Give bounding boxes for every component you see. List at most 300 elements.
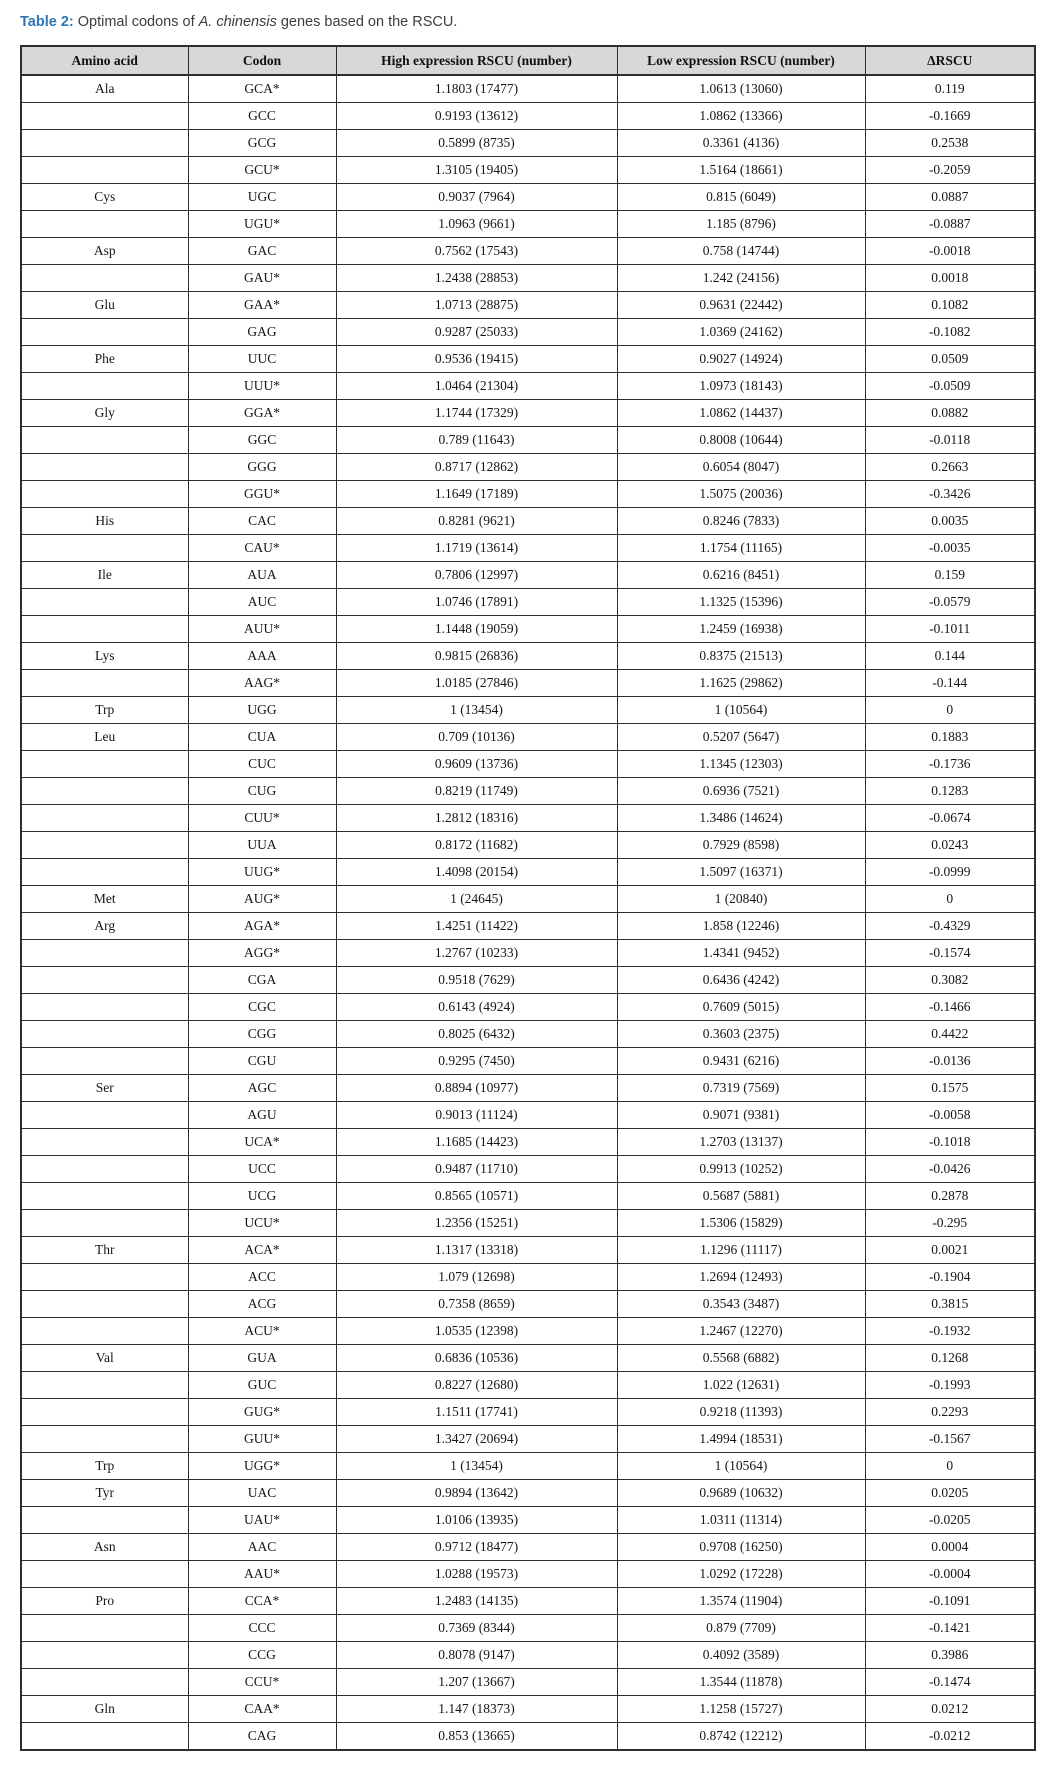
cell-codon: UAU* — [188, 1507, 336, 1534]
cell-low-rscu: 1.3486 (14624) — [617, 805, 865, 832]
cell-low-rscu: 1.4341 (9452) — [617, 940, 865, 967]
cell-delta-rscu: -0.0035 — [865, 535, 1035, 562]
table-row — [21, 508, 1035, 535]
cell-low-rscu: 1.0292 (17228) — [617, 1561, 865, 1588]
cell-amino-acid — [21, 481, 188, 508]
cell-delta-rscu: -0.0887 — [865, 211, 1035, 238]
cell-low-rscu: 1.0973 (18143) — [617, 373, 865, 400]
cell-high-rscu: 0.8078 (9147) — [336, 1642, 617, 1669]
cell-delta-rscu: 0.2878 — [865, 1183, 1035, 1210]
table-row — [21, 319, 1035, 346]
table-caption — [20, 13, 1034, 32]
cell-amino-acid — [21, 130, 188, 157]
cell-delta-rscu: -0.1993 — [865, 1372, 1035, 1399]
table-row — [21, 805, 1035, 832]
table-row — [21, 427, 1035, 454]
table-row — [21, 130, 1035, 157]
cell-amino-acid — [21, 373, 188, 400]
cell-amino-acid — [21, 967, 188, 994]
cell-low-rscu: 0.9631 (22442) — [617, 292, 865, 319]
table-row — [21, 616, 1035, 643]
cell-low-rscu: 0.9708 (16250) — [617, 1534, 865, 1561]
cell-amino-acid — [21, 1642, 188, 1669]
table-row — [21, 1669, 1035, 1696]
cell-delta-rscu: 0.0004 — [865, 1534, 1035, 1561]
cell-delta-rscu: 0.4422 — [865, 1021, 1035, 1048]
cell-low-rscu: 0.815 (6049) — [617, 184, 865, 211]
cell-high-rscu: 0.8025 (6432) — [336, 1021, 617, 1048]
cell-amino-acid — [21, 454, 188, 481]
cell-codon: CUC — [188, 751, 336, 778]
cell-codon: UGG* — [188, 1453, 336, 1480]
cell-high-rscu: 1.1744 (17329) — [336, 400, 617, 427]
table-row — [21, 1723, 1035, 1751]
table-row — [21, 1291, 1035, 1318]
column-header-high-rscu: High expression RSCU (number) — [336, 46, 617, 75]
cell-high-rscu: 1.1317 (13318) — [336, 1237, 617, 1264]
cell-low-rscu: 1.185 (8796) — [617, 211, 865, 238]
table-row — [21, 1615, 1035, 1642]
cell-low-rscu: 0.8375 (21513) — [617, 643, 865, 670]
table-row — [21, 1399, 1035, 1426]
cell-low-rscu: 1 (20840) — [617, 886, 865, 913]
table-row — [21, 184, 1035, 211]
cell-delta-rscu: -0.1567 — [865, 1426, 1035, 1453]
cell-low-rscu: 1.3574 (11904) — [617, 1588, 865, 1615]
cell-delta-rscu: 0.0205 — [865, 1480, 1035, 1507]
cell-high-rscu: 1.0185 (27846) — [336, 670, 617, 697]
cell-low-rscu: 0.9027 (14924) — [617, 346, 865, 373]
cell-low-rscu: 1.858 (12246) — [617, 913, 865, 940]
cell-high-rscu: 0.7358 (8659) — [336, 1291, 617, 1318]
table-row — [21, 1210, 1035, 1237]
cell-high-rscu: 0.9013 (11124) — [336, 1102, 617, 1129]
cell-low-rscu: 1.0613 (13060) — [617, 75, 865, 103]
cell-low-rscu: 0.6436 (4242) — [617, 967, 865, 994]
cell-amino-acid — [21, 1399, 188, 1426]
cell-codon: CUU* — [188, 805, 336, 832]
cell-amino-acid: Thr — [21, 1237, 188, 1264]
cell-high-rscu: 0.7806 (12997) — [336, 562, 617, 589]
cell-low-rscu: 0.879 (7709) — [617, 1615, 865, 1642]
cell-amino-acid: Ala — [21, 75, 188, 103]
cell-amino-acid — [21, 859, 188, 886]
cell-codon: UAC — [188, 1480, 336, 1507]
table-row — [21, 1237, 1035, 1264]
cell-high-rscu: 0.9518 (7629) — [336, 967, 617, 994]
cell-codon: CGC — [188, 994, 336, 1021]
cell-codon: UCG — [188, 1183, 336, 1210]
rscu-codon-table — [20, 45, 1036, 1751]
table-row — [21, 778, 1035, 805]
cell-delta-rscu: 0.2293 — [865, 1399, 1035, 1426]
cell-amino-acid — [21, 616, 188, 643]
cell-low-rscu: 0.7319 (7569) — [617, 1075, 865, 1102]
column-header-codon: Codon — [188, 46, 336, 75]
cell-amino-acid — [21, 1291, 188, 1318]
table-row — [21, 1480, 1035, 1507]
table-row — [21, 1048, 1035, 1075]
cell-delta-rscu: -0.3426 — [865, 481, 1035, 508]
cell-delta-rscu: -0.1669 — [865, 103, 1035, 130]
cell-codon: AAC — [188, 1534, 336, 1561]
cell-low-rscu: 0.6216 (8451) — [617, 562, 865, 589]
cell-amino-acid — [21, 1021, 188, 1048]
table-row — [21, 1264, 1035, 1291]
table-row — [21, 562, 1035, 589]
cell-low-rscu: 0.9431 (6216) — [617, 1048, 865, 1075]
cell-high-rscu: 1.0963 (9661) — [336, 211, 617, 238]
table-row — [21, 913, 1035, 940]
cell-codon: UUC — [188, 346, 336, 373]
cell-high-rscu: 0.9536 (19415) — [336, 346, 617, 373]
cell-codon: UGU* — [188, 211, 336, 238]
cell-delta-rscu: 0.1268 — [865, 1345, 1035, 1372]
cell-low-rscu: 1.1325 (15396) — [617, 589, 865, 616]
table-row — [21, 238, 1035, 265]
cell-delta-rscu: -0.0999 — [865, 859, 1035, 886]
cell-codon: GAG — [188, 319, 336, 346]
cell-delta-rscu: 0.0018 — [865, 265, 1035, 292]
cell-codon: UCA* — [188, 1129, 336, 1156]
cell-delta-rscu: -0.0004 — [865, 1561, 1035, 1588]
table-row — [21, 967, 1035, 994]
cell-low-rscu: 0.9913 (10252) — [617, 1156, 865, 1183]
cell-codon: CUA — [188, 724, 336, 751]
cell-delta-rscu: 0.1082 — [865, 292, 1035, 319]
cell-high-rscu: 0.6143 (4924) — [336, 994, 617, 1021]
cell-high-rscu: 0.709 (10136) — [336, 724, 617, 751]
column-header-delta-rscu: ΔRSCU — [865, 46, 1035, 75]
table-row — [21, 211, 1035, 238]
cell-codon: GUG* — [188, 1399, 336, 1426]
table-row — [21, 751, 1035, 778]
cell-codon: GUU* — [188, 1426, 336, 1453]
column-header-low-rscu: Low expression RSCU (number) — [617, 46, 865, 75]
cell-codon: AGG* — [188, 940, 336, 967]
cell-amino-acid: Trp — [21, 697, 188, 724]
cell-high-rscu: 0.9487 (11710) — [336, 1156, 617, 1183]
cell-delta-rscu: -0.0118 — [865, 427, 1035, 454]
cell-high-rscu: 0.5899 (8735) — [336, 130, 617, 157]
table-row — [21, 1507, 1035, 1534]
table-row — [21, 1642, 1035, 1669]
cell-high-rscu: 1.147 (18373) — [336, 1696, 617, 1723]
cell-delta-rscu: 0.2663 — [865, 454, 1035, 481]
cell-high-rscu: 0.6836 (10536) — [336, 1345, 617, 1372]
cell-delta-rscu: 0.0509 — [865, 346, 1035, 373]
cell-codon: UGG — [188, 697, 336, 724]
cell-amino-acid: His — [21, 508, 188, 535]
cell-low-rscu: 1.2694 (12493) — [617, 1264, 865, 1291]
table-row — [21, 1561, 1035, 1588]
cell-low-rscu: 0.5687 (5881) — [617, 1183, 865, 1210]
cell-amino-acid — [21, 1156, 188, 1183]
cell-codon: AUC — [188, 589, 336, 616]
table-row — [21, 886, 1035, 913]
cell-high-rscu: 1.2767 (10233) — [336, 940, 617, 967]
cell-delta-rscu: -0.1011 — [865, 616, 1035, 643]
cell-high-rscu: 0.8565 (10571) — [336, 1183, 617, 1210]
cell-delta-rscu: 0.1883 — [865, 724, 1035, 751]
cell-amino-acid — [21, 751, 188, 778]
cell-codon: CAG — [188, 1723, 336, 1751]
cell-low-rscu: 1.5075 (20036) — [617, 481, 865, 508]
cell-low-rscu: 0.8008 (10644) — [617, 427, 865, 454]
cell-codon: GGG — [188, 454, 336, 481]
cell-delta-rscu: -0.1091 — [865, 1588, 1035, 1615]
column-header-amino-acid: Amino acid — [21, 46, 188, 75]
table-caption-label: Table 2: — [20, 14, 74, 30]
cell-delta-rscu: -0.1574 — [865, 940, 1035, 967]
table-row — [21, 1318, 1035, 1345]
cell-low-rscu: 0.7929 (8598) — [617, 832, 865, 859]
cell-delta-rscu: -0.0509 — [865, 373, 1035, 400]
cell-amino-acid — [21, 1507, 188, 1534]
cell-amino-acid: Gly — [21, 400, 188, 427]
cell-high-rscu: 0.9609 (13736) — [336, 751, 617, 778]
cell-codon: GCG — [188, 130, 336, 157]
cell-amino-acid — [21, 778, 188, 805]
cell-codon: CAU* — [188, 535, 336, 562]
table-row — [21, 292, 1035, 319]
cell-codon: UUU* — [188, 373, 336, 400]
table-row — [21, 1588, 1035, 1615]
cell-codon: ACC — [188, 1264, 336, 1291]
cell-delta-rscu: -0.1018 — [865, 1129, 1035, 1156]
cell-delta-rscu: 0.2538 — [865, 130, 1035, 157]
table-row — [21, 832, 1035, 859]
cell-high-rscu: 1.0713 (28875) — [336, 292, 617, 319]
cell-low-rscu: 1.3544 (11878) — [617, 1669, 865, 1696]
cell-delta-rscu: -0.295 — [865, 1210, 1035, 1237]
cell-codon: ACU* — [188, 1318, 336, 1345]
table-row — [21, 940, 1035, 967]
cell-low-rscu: 1.2459 (16938) — [617, 616, 865, 643]
cell-low-rscu: 0.8246 (7833) — [617, 508, 865, 535]
table-row — [21, 589, 1035, 616]
cell-low-rscu: 0.758 (14744) — [617, 238, 865, 265]
cell-amino-acid — [21, 1669, 188, 1696]
cell-high-rscu: 0.8227 (12680) — [336, 1372, 617, 1399]
cell-low-rscu: 0.3361 (4136) — [617, 130, 865, 157]
species-name: A. chinensis — [198, 14, 277, 30]
cell-high-rscu: 1 (13454) — [336, 697, 617, 724]
cell-amino-acid — [21, 157, 188, 184]
table-row — [21, 1021, 1035, 1048]
cell-amino-acid: Ser — [21, 1075, 188, 1102]
cell-high-rscu: 1.0106 (13935) — [336, 1507, 617, 1534]
cell-high-rscu: 0.8894 (10977) — [336, 1075, 617, 1102]
cell-delta-rscu: 0.3815 — [865, 1291, 1035, 1318]
cell-delta-rscu: -0.0058 — [865, 1102, 1035, 1129]
cell-amino-acid: Arg — [21, 913, 188, 940]
cell-codon: AUA — [188, 562, 336, 589]
cell-delta-rscu: 0.0212 — [865, 1696, 1035, 1723]
cell-high-rscu: 0.853 (13665) — [336, 1723, 617, 1751]
cell-amino-acid — [21, 319, 188, 346]
cell-high-rscu: 0.9037 (7964) — [336, 184, 617, 211]
cell-delta-rscu: -0.144 — [865, 670, 1035, 697]
table-row — [21, 1696, 1035, 1723]
cell-high-rscu: 0.9894 (13642) — [336, 1480, 617, 1507]
cell-low-rscu: 0.5568 (6882) — [617, 1345, 865, 1372]
cell-low-rscu: 0.3603 (2375) — [617, 1021, 865, 1048]
cell-high-rscu: 0.7369 (8344) — [336, 1615, 617, 1642]
cell-delta-rscu: 0.3986 — [865, 1642, 1035, 1669]
table-row — [21, 346, 1035, 373]
cell-amino-acid: Gln — [21, 1696, 188, 1723]
cell-high-rscu: 0.8717 (12862) — [336, 454, 617, 481]
cell-codon: GCA* — [188, 75, 336, 103]
cell-codon: AAG* — [188, 670, 336, 697]
cell-high-rscu: 1.2356 (15251) — [336, 1210, 617, 1237]
cell-high-rscu: 0.9712 (18477) — [336, 1534, 617, 1561]
cell-high-rscu: 1.4098 (20154) — [336, 859, 617, 886]
cell-delta-rscu: 0 — [865, 1453, 1035, 1480]
cell-delta-rscu: -0.0212 — [865, 1723, 1035, 1751]
cell-high-rscu: 0.9193 (13612) — [336, 103, 617, 130]
cell-amino-acid — [21, 103, 188, 130]
cell-amino-acid — [21, 1129, 188, 1156]
cell-amino-acid — [21, 1264, 188, 1291]
cell-amino-acid — [21, 670, 188, 697]
cell-low-rscu: 1.4994 (18531) — [617, 1426, 865, 1453]
cell-high-rscu: 1.3427 (20694) — [336, 1426, 617, 1453]
table-row — [21, 724, 1035, 751]
table-row — [21, 697, 1035, 724]
cell-amino-acid: Trp — [21, 1453, 188, 1480]
cell-high-rscu: 1.2438 (28853) — [336, 265, 617, 292]
cell-high-rscu: 1 (13454) — [336, 1453, 617, 1480]
cell-delta-rscu: -0.1421 — [865, 1615, 1035, 1642]
cell-delta-rscu: 0.0882 — [865, 400, 1035, 427]
cell-codon: CCA* — [188, 1588, 336, 1615]
table-row — [21, 1345, 1035, 1372]
cell-codon: AUG* — [188, 886, 336, 913]
cell-amino-acid — [21, 1561, 188, 1588]
cell-amino-acid — [21, 535, 188, 562]
cell-delta-rscu: 0.0243 — [865, 832, 1035, 859]
table-row — [21, 1156, 1035, 1183]
table-row — [21, 859, 1035, 886]
cell-amino-acid — [21, 427, 188, 454]
cell-amino-acid: Leu — [21, 724, 188, 751]
cell-amino-acid — [21, 940, 188, 967]
cell-codon: GGA* — [188, 400, 336, 427]
cell-high-rscu: 0.7562 (17543) — [336, 238, 617, 265]
cell-high-rscu: 0.9287 (25033) — [336, 319, 617, 346]
cell-low-rscu: 0.4092 (3589) — [617, 1642, 865, 1669]
cell-delta-rscu: -0.0426 — [865, 1156, 1035, 1183]
cell-codon: GUC — [188, 1372, 336, 1399]
cell-delta-rscu: 0.159 — [865, 562, 1035, 589]
cell-amino-acid: Asn — [21, 1534, 188, 1561]
cell-low-rscu: 1.022 (12631) — [617, 1372, 865, 1399]
cell-low-rscu: 1.1754 (11165) — [617, 535, 865, 562]
cell-high-rscu: 1.4251 (11422) — [336, 913, 617, 940]
cell-codon: AGU — [188, 1102, 336, 1129]
cell-amino-acid — [21, 1615, 188, 1642]
cell-delta-rscu: 0.1575 — [865, 1075, 1035, 1102]
table-row — [21, 1129, 1035, 1156]
cell-codon: GAC — [188, 238, 336, 265]
table-row — [21, 265, 1035, 292]
cell-low-rscu: 0.8742 (12212) — [617, 1723, 865, 1751]
cell-low-rscu: 0.9071 (9381) — [617, 1102, 865, 1129]
cell-low-rscu: 0.6054 (8047) — [617, 454, 865, 481]
cell-low-rscu: 0.7609 (5015) — [617, 994, 865, 1021]
cell-high-rscu: 1.3105 (19405) — [336, 157, 617, 184]
table-row — [21, 1453, 1035, 1480]
table-header-row — [21, 46, 1035, 75]
cell-codon: UGC — [188, 184, 336, 211]
cell-delta-rscu: -0.0579 — [865, 589, 1035, 616]
cell-low-rscu: 1.5306 (15829) — [617, 1210, 865, 1237]
cell-high-rscu: 1.207 (13667) — [336, 1669, 617, 1696]
cell-amino-acid — [21, 994, 188, 1021]
cell-low-rscu: 1.2703 (13137) — [617, 1129, 865, 1156]
cell-delta-rscu: -0.1466 — [865, 994, 1035, 1021]
cell-codon: UUA — [188, 832, 336, 859]
cell-low-rscu: 1.0862 (13366) — [617, 103, 865, 130]
cell-amino-acid — [21, 1183, 188, 1210]
cell-codon: CGU — [188, 1048, 336, 1075]
cell-delta-rscu: 0.3082 — [865, 967, 1035, 994]
cell-delta-rscu: -0.2059 — [865, 157, 1035, 184]
cell-amino-acid — [21, 1210, 188, 1237]
cell-low-rscu: 1.5164 (18661) — [617, 157, 865, 184]
cell-high-rscu: 1.0288 (19573) — [336, 1561, 617, 1588]
cell-delta-rscu: -0.0205 — [865, 1507, 1035, 1534]
cell-amino-acid: Tyr — [21, 1480, 188, 1507]
cell-delta-rscu: -0.1932 — [865, 1318, 1035, 1345]
cell-codon: CUG — [188, 778, 336, 805]
table-row — [21, 157, 1035, 184]
cell-amino-acid: Pro — [21, 1588, 188, 1615]
cell-low-rscu: 1.0862 (14437) — [617, 400, 865, 427]
table-row — [21, 643, 1035, 670]
cell-low-rscu: 1.0311 (11314) — [617, 1507, 865, 1534]
cell-high-rscu: 0.789 (11643) — [336, 427, 617, 454]
table-row — [21, 1183, 1035, 1210]
cell-amino-acid — [21, 265, 188, 292]
cell-codon: AGC — [188, 1075, 336, 1102]
cell-delta-rscu: -0.0674 — [865, 805, 1035, 832]
cell-high-rscu: 1.1803 (17477) — [336, 75, 617, 103]
cell-amino-acid: Lys — [21, 643, 188, 670]
cell-high-rscu: 1.1511 (17741) — [336, 1399, 617, 1426]
cell-amino-acid — [21, 805, 188, 832]
cell-low-rscu: 1.1345 (12303) — [617, 751, 865, 778]
cell-codon: CGG — [188, 1021, 336, 1048]
cell-low-rscu: 1.242 (24156) — [617, 265, 865, 292]
cell-amino-acid — [21, 1048, 188, 1075]
cell-codon: UCU* — [188, 1210, 336, 1237]
cell-low-rscu: 0.5207 (5647) — [617, 724, 865, 751]
cell-codon: AGA* — [188, 913, 336, 940]
cell-low-rscu: 1.0369 (24162) — [617, 319, 865, 346]
table-row — [21, 1102, 1035, 1129]
table-row — [21, 535, 1035, 562]
cell-codon: GAA* — [188, 292, 336, 319]
cell-amino-acid — [21, 1372, 188, 1399]
cell-codon: GGU* — [188, 481, 336, 508]
cell-codon: CAA* — [188, 1696, 336, 1723]
cell-high-rscu: 0.9815 (26836) — [336, 643, 617, 670]
cell-high-rscu: 0.8172 (11682) — [336, 832, 617, 859]
cell-high-rscu: 1.2483 (14135) — [336, 1588, 617, 1615]
